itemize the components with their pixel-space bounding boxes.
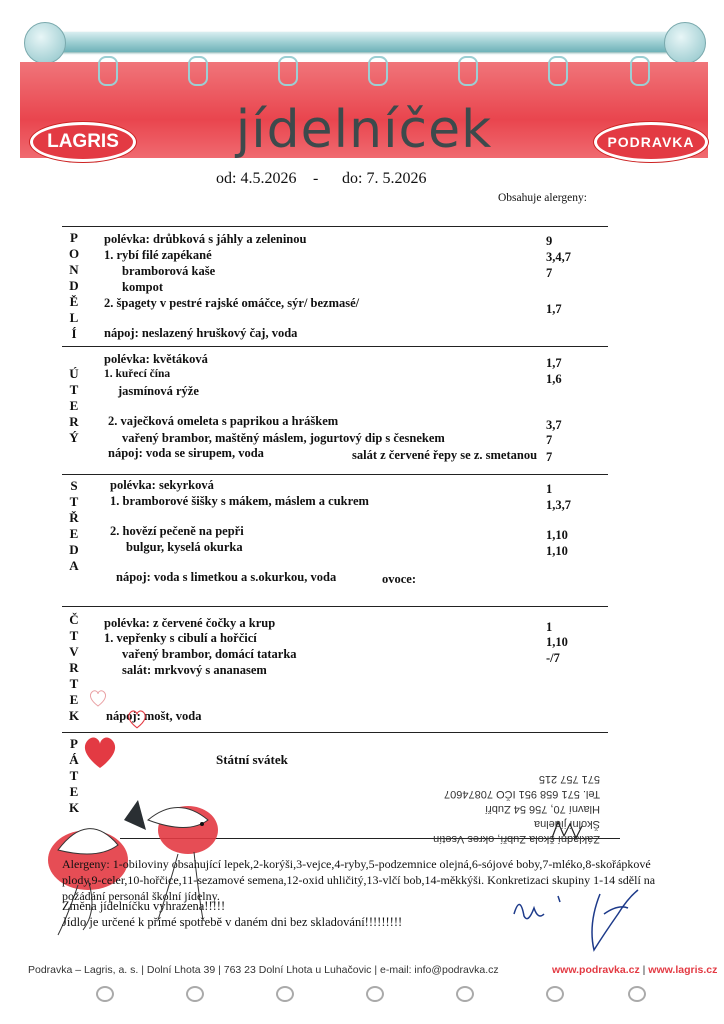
- date-to: do: 7. 5.2026: [342, 170, 427, 187]
- allergen-code: 1: [546, 482, 553, 496]
- lagris-logo: LAGRIS: [30, 122, 136, 162]
- footer-link-lagris[interactable]: www.lagris.cz: [648, 964, 718, 976]
- binder-bar: [30, 32, 696, 52]
- day-label-friday: P Á T E K: [68, 736, 80, 815]
- heart-outline-icon: [88, 688, 108, 708]
- allergen-code: -/7: [546, 651, 560, 665]
- allergen-code: 7: [546, 266, 553, 280]
- allergen-code: 1,10: [546, 544, 568, 558]
- allergen-code: 1,3,7: [546, 498, 571, 512]
- footer-web: [552, 964, 717, 976]
- school-stamp: Základní škola Zubří, okres Vsetín Školní jídelna Hlavní 70, 756 54 Zubří Tel. 571 658 951 IČO 70874607 571 757 215: [433, 773, 600, 845]
- menu-line: nápoj: mošt, voda: [106, 709, 202, 723]
- binder-ring: [630, 56, 650, 86]
- allergen-code: 7: [546, 433, 553, 447]
- allergen-code: 3,7: [546, 418, 562, 432]
- binder-ring: [456, 986, 474, 1002]
- day-label-tuesday: Ú T E R Ý: [69, 366, 79, 445]
- menu-line: 1. vepřenky s cibulí a hořčicí: [104, 631, 257, 645]
- divider: [62, 346, 608, 347]
- menu-line-extra: salát z červené řepy se z. smetanou: [352, 448, 538, 462]
- binder-ring: [458, 56, 478, 86]
- allergen-code: 1,10: [546, 635, 568, 649]
- menu-line: vařený brambor, domácí tatarka: [122, 647, 297, 661]
- change-reserved-note: Změna jídelníčku vyhrazena!!!!!: [62, 899, 226, 913]
- binder-ring: [186, 986, 204, 1002]
- menu-line: polévka: drůbková s jáhly a zeleninou: [104, 232, 307, 246]
- menu-line: 2. špagety v pestré rajské omáčce, sýr/ bezmasé/: [104, 296, 360, 310]
- heart-outline-icon: [126, 708, 148, 730]
- menu-line: kompot: [122, 280, 163, 294]
- menu-line: 2. hovězí pečeně na pepři: [110, 524, 244, 538]
- binder-cap-left: [24, 22, 66, 64]
- date-from: od: 4.5.2026: [216, 170, 297, 187]
- binder-ring: [98, 56, 118, 86]
- allergen-code: 1,6: [546, 372, 562, 386]
- day-label-monday: P O N D Ě L Í: [68, 230, 80, 341]
- footer-link-podravka[interactable]: www.podravka.cz: [552, 964, 640, 976]
- binder-ring: [546, 986, 564, 1002]
- menu-line: polévka: z červené čočky a krup: [104, 616, 276, 630]
- binder-ring: [628, 986, 646, 1002]
- divider: [62, 606, 608, 607]
- allergen-code: 9: [546, 234, 553, 248]
- signature-icon: [508, 884, 658, 954]
- binder-cap-right: [664, 22, 706, 64]
- menu-line: 1. kuřecí čína: [104, 368, 171, 380]
- day-label-thursday: Č T V R T E K: [68, 612, 80, 723]
- allergens-header: Obsahuje alergeny:: [498, 192, 587, 204]
- menu-line: 1. bramborové šišky s mákem, máslem a cukrem: [110, 494, 369, 508]
- allergen-code: 1,7: [546, 356, 562, 370]
- menu-line: jasmínová rýže: [118, 384, 199, 398]
- binder-ring: [276, 986, 294, 1002]
- binder-ring: [188, 56, 208, 86]
- menu-line: bramborová kaše: [122, 264, 216, 278]
- menu-line: 2. vaječková omeleta s paprikou a hráškem: [108, 414, 339, 428]
- menu-line: salát: mrkvový s ananasem: [122, 663, 267, 677]
- menu-line: 1. rybí filé zapékané: [104, 248, 212, 262]
- menu-line: bulgur, kyselá okurka: [126, 540, 243, 554]
- binder-ring: [278, 56, 298, 86]
- podravka-logo: PODRAVKA: [594, 122, 708, 162]
- consumption-note: Jídlo je určené k přímé spotřebě v daném dni bez skladování!!!!!!!!!: [62, 915, 403, 929]
- menu-line: nápoj: voda se sirupem, voda: [108, 446, 264, 460]
- divider: [62, 732, 608, 733]
- allergen-code: 1,7: [546, 302, 562, 316]
- menu-line: vařený brambor, maštěný máslem, jogurtový dip s česnekem: [122, 431, 445, 445]
- binder-ring: [368, 56, 388, 86]
- binder-ring: [96, 986, 114, 1002]
- allergen-code: 1: [546, 620, 553, 634]
- initials-icon: [550, 818, 590, 844]
- allergen-code: 7: [546, 450, 553, 464]
- footer-web-separator: |: [639, 964, 649, 976]
- holiday-label: Státní svátek: [216, 752, 288, 767]
- binder-ring: [548, 56, 568, 86]
- heart-icon: [80, 732, 120, 772]
- allergens-legend: Alergeny: 1-obiloviny obsahující lepek,2-korýši,3-vejce,4-ryby,5-podzemnice olejná,6-sójové boby,7-mléko,8-skořápkové plody,9-celer,10-hořčice,11-sezamové semena,12-oxid uhličitý,13-vlčí bob,14-měkkýši. Konkretizaci skupiny 1-14 sdělí na požádání personál školní jídelny.: [62, 857, 656, 903]
- page-title: jídelníček: [235, 100, 493, 160]
- binder-ring: [366, 986, 384, 1002]
- date-separator: -: [313, 170, 319, 187]
- divider: [62, 226, 608, 227]
- divider: [62, 474, 608, 475]
- allergen-code: 1,10: [546, 528, 568, 542]
- menu-line: nápoj: voda s limetkou a s.okurkou, voda: [116, 570, 337, 584]
- menu-line: polévka: květáková: [104, 352, 208, 366]
- menu-line: polévka: sekyrková: [110, 478, 214, 492]
- day-label-wednesday: S T Ř E D A: [69, 478, 79, 573]
- allergen-code: 3,4,7: [546, 250, 571, 264]
- menu-line: nápoj: neslazený hruškový čaj, voda: [104, 326, 298, 340]
- menu-line-extra: ovoce:: [382, 572, 417, 586]
- footer-company: Podravka – Lagris, a. s. | Dolní Lhota 39 | 763 23 Dolní Lhota u Luhačovic | e-mail: info@podravka.cz: [28, 964, 499, 976]
